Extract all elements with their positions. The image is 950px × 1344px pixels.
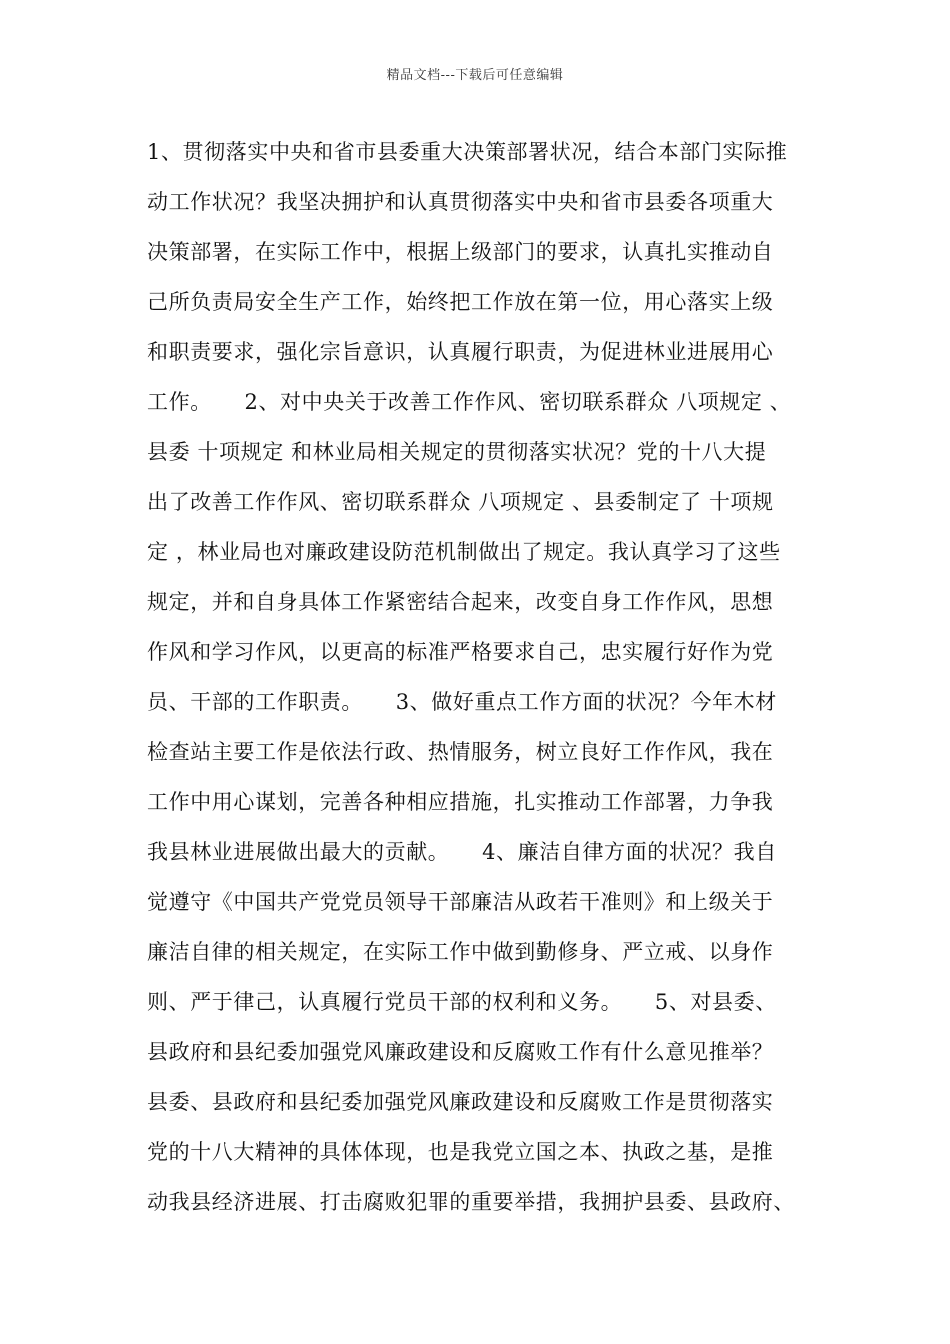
text-line: 出了改善工作作风、密切联系群众 八项规定 、县委制定了 十项规 — [147, 490, 774, 514]
text-line: 县委 十项规定 和林业局相关规定的贯彻落实状况？党的十八大提 — [147, 440, 767, 464]
document-body — [147, 127, 827, 1227]
text-line: 县政府和县纪委加强党风廉政建设和反腐败工作有什么意见推举？ — [147, 1040, 774, 1064]
text-line: 检查站主要工作是依法行政、热情服务，树立良好工作作风，我在 — [147, 740, 774, 764]
text-line: 动我县经济进展、打击腐败犯罪的重要举措，我拥护县委、县政府、 — [147, 1190, 795, 1214]
text-line: 觉遵守《中国共产党党员领导干部廉洁从政若干准则》和上级关于 — [147, 890, 774, 914]
text-line: 决策部署，在实际工作中，根据上级部门的要求，认真扎实推动自 — [147, 240, 774, 264]
text-line: 工作。 2、对中央关于改善工作作风、密切联系群众 八项规定 、 — [147, 390, 792, 414]
text-line: 党的十八大精神的具体体现，也是我党立国之本、执政之基，是推 — [147, 1140, 774, 1164]
text-line: 定 ，林业局也对廉政建设防范机制做出了规定。我认真学习了这些 — [147, 540, 781, 564]
page-header: 精品文档---下载后可任意编辑 — [386, 68, 564, 83]
text-line: 规定，并和自身具体工作紧密结合起来，改变自身工作作风，思想 — [147, 590, 774, 614]
text-line: 我县林业进展做出最大的贡献。 4、廉洁自律方面的状况？我自 — [147, 840, 777, 864]
text-line: 县委、县政府和县纪委加强党风廉政建设和反腐败工作是贯彻落实 — [147, 1090, 774, 1114]
text-line: 则、严于律己，认真履行党员干部的权利和义务。 5、对县委、 — [147, 990, 777, 1014]
text-line: 廉洁自律的相关规定，在实际工作中做到勤修身、严立戒、以身作 — [147, 940, 774, 964]
text-line: 和职责要求，强化宗旨意识，认真履行职责，为促进林业进展用心 — [147, 340, 774, 364]
text-line: 1、贯彻落实中央和省市县委重大决策部署状况，结合本部门实际推 — [147, 140, 788, 164]
text-line: 己所负责局安全生产工作，始终把工作放在第一位，用心落实上级 — [147, 290, 774, 314]
text-line: 工作中用心谋划，完善各种相应措施，扎实推动工作部署，力争我 — [147, 790, 774, 814]
text-line: 作风和学习作风，以更高的标准严格要求自己，忠实履行好作为党 — [147, 640, 774, 664]
text-line: 动工作状况？我坚决拥护和认真贯彻落实中央和省市县委各项重大 — [147, 190, 774, 214]
text-line: 员、干部的工作职责。 3、做好重点工作方面的状况？今年木材 — [147, 690, 777, 714]
